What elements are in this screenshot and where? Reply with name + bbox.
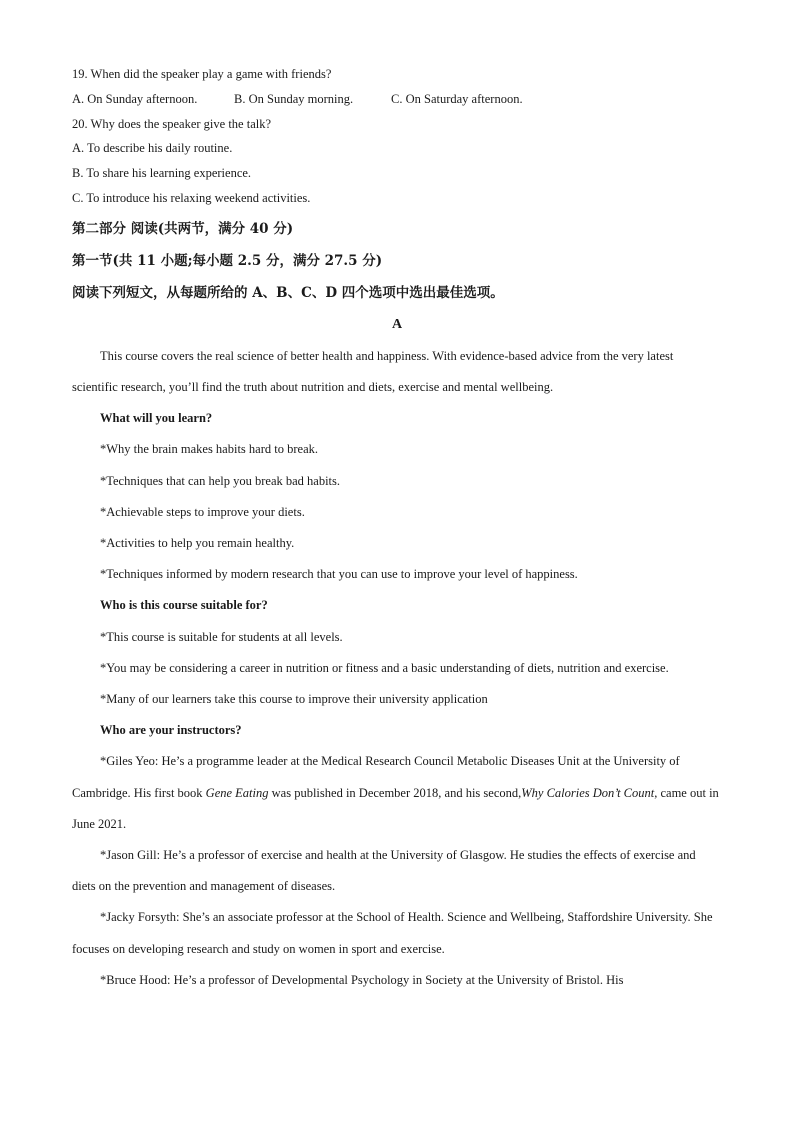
instructor-gill: *Jason Gill: He’s a professor of exercise and health at the University of Glasgow. He studies the effects of exercise and diets on the prevention and management of diseases.	[72, 848, 696, 894]
learn-item: *Achievable steps to improve your diets.	[100, 504, 305, 519]
option-b: B. On Sunday morning.	[234, 91, 354, 106]
learn-item: *Techniques that can help you break bad habits.	[100, 473, 341, 488]
book-title: Gene Eating	[205, 785, 269, 800]
instructor-yeo-text: was published in December 2018, and his second,	[268, 785, 522, 800]
question-19: 19. When did the speaker play a game with friends?	[72, 67, 332, 81]
book-title: Why Calories Don’t Count	[521, 785, 655, 800]
question-19-options	[72, 87, 722, 112]
suitable-item: *You may be considering a career in nutrition or fitness and a basic understanding of diets, nutrition and exercise.	[100, 660, 669, 675]
suitable-item: *This course is suitable for students at all levels.	[100, 629, 343, 644]
option-a: A. To describe his daily routine.	[72, 141, 233, 156]
option-c: C. On Saturday afternoon.	[391, 91, 523, 106]
instructor-forsyth: *Jacky Forsyth: She’s an associate professor at the School of Health. Science and Wellbeing, Staffordshire University. She focuses on developing research and study on women in sport and exercise.	[72, 910, 713, 956]
option-c: C. To introduce his relaxing weekend activities.	[72, 190, 311, 205]
passage-label: A	[391, 316, 403, 332]
exam-page	[72, 62, 722, 996]
instructions: 阅读下列短文，从每题所给的 A、B、C、D 四个选项中选出最佳选项。	[72, 284, 504, 301]
section-one-heading: 第一节(共 11 小题;每小题 2.5 分，满分 27.5 分)	[72, 252, 383, 269]
instructor-hood: *Bruce Hood: He’s a professor of Developmental Psychology in Society at the University of Bristol. His	[100, 972, 624, 987]
part-two-heading: 第二部分 阅读(共两节，满分 40 分)	[72, 220, 294, 237]
learn-heading: What will you learn?	[100, 411, 213, 426]
passage-intro: This course covers the real science of better health and happiness. With evidence-based advice from the very latest scientific research, you’ll find the truth about nutrition and diets, exercise and mental wellbeing.	[72, 348, 674, 394]
option-b: B. To share his learning experience.	[72, 166, 252, 181]
instructors-heading: Who are your instructors?	[100, 723, 242, 738]
learn-item: *Why the brain makes habits hard to break.	[100, 442, 318, 457]
suitable-item: *Many of our learners take this course to improve their university application	[100, 692, 488, 707]
instructor-yeo-text: , came out in June 2021.	[72, 785, 719, 831]
suitable-heading: Who is this course suitable for?	[100, 598, 268, 613]
option-a: A. On Sunday afternoon.	[72, 91, 198, 106]
instructor-yeo-text: *Giles Yeo: He’s a programme leader at the Medical Research Council Metabolic Diseases Unit at the University of Cambridge. His first book	[72, 754, 680, 800]
instructor-yeo	[72, 746, 722, 840]
question-20: 20. Why does the speaker give the talk?	[72, 116, 272, 131]
learn-item: *Techniques informed by modern research that you can use to improve your level of happiness.	[100, 567, 578, 582]
learn-item: *Activities to help you remain healthy.	[100, 536, 295, 550]
